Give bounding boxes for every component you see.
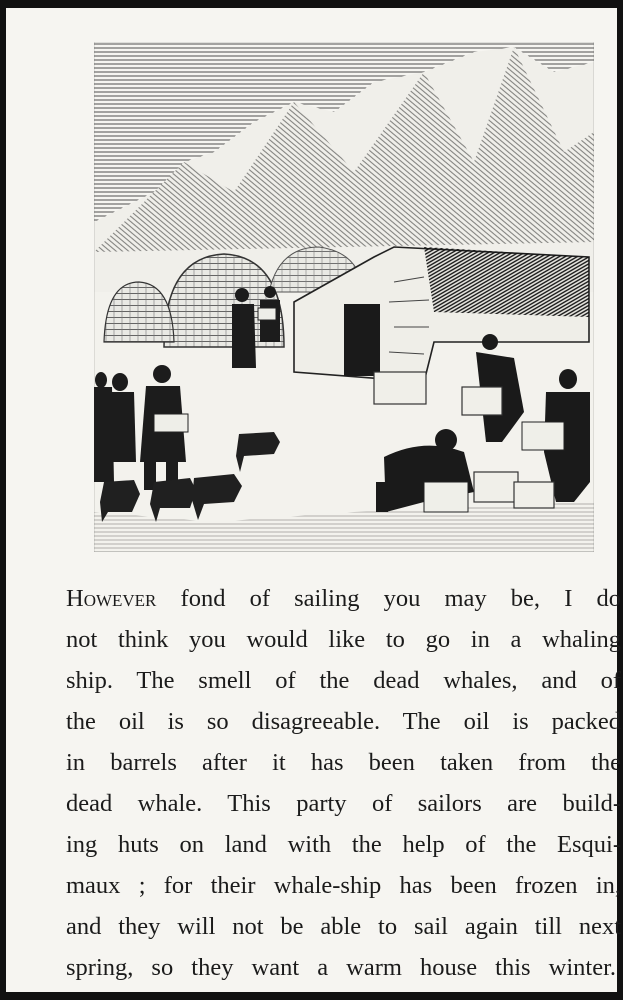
- text-line: maux ; for their whale-ship has been frozen in,: [66, 872, 621, 899]
- opening-word: However: [66, 585, 157, 612]
- text-line: ship. The smell of the dead whales, and of: [66, 667, 621, 694]
- text-line: not think you would like to go in a whaling: [66, 626, 621, 653]
- line-1-rest: fond of sailing you may be, I do: [156, 585, 621, 612]
- book-page: [6, 8, 621, 992]
- text-line: dead whale. This party of sailors are build-: [66, 790, 621, 817]
- engraving-illustration: [94, 42, 594, 552]
- text-line: spring, so they want a warm house this winter.: [66, 954, 616, 981]
- text-line: the oil is so disagreeable. The oil is packed: [66, 708, 621, 735]
- hut-roof-canvas: [424, 247, 589, 317]
- hut-doorway: [344, 304, 380, 376]
- text-line: ing huts on land with the help of the Esqui-: [66, 831, 621, 858]
- illustration-svg: [94, 42, 594, 552]
- text-line: [66, 578, 621, 619]
- story-paragraph: [66, 578, 623, 988]
- text-line: and they will not be able to sail again till next: [66, 913, 621, 940]
- text-line: in barrels after it has been taken from the: [66, 749, 621, 776]
